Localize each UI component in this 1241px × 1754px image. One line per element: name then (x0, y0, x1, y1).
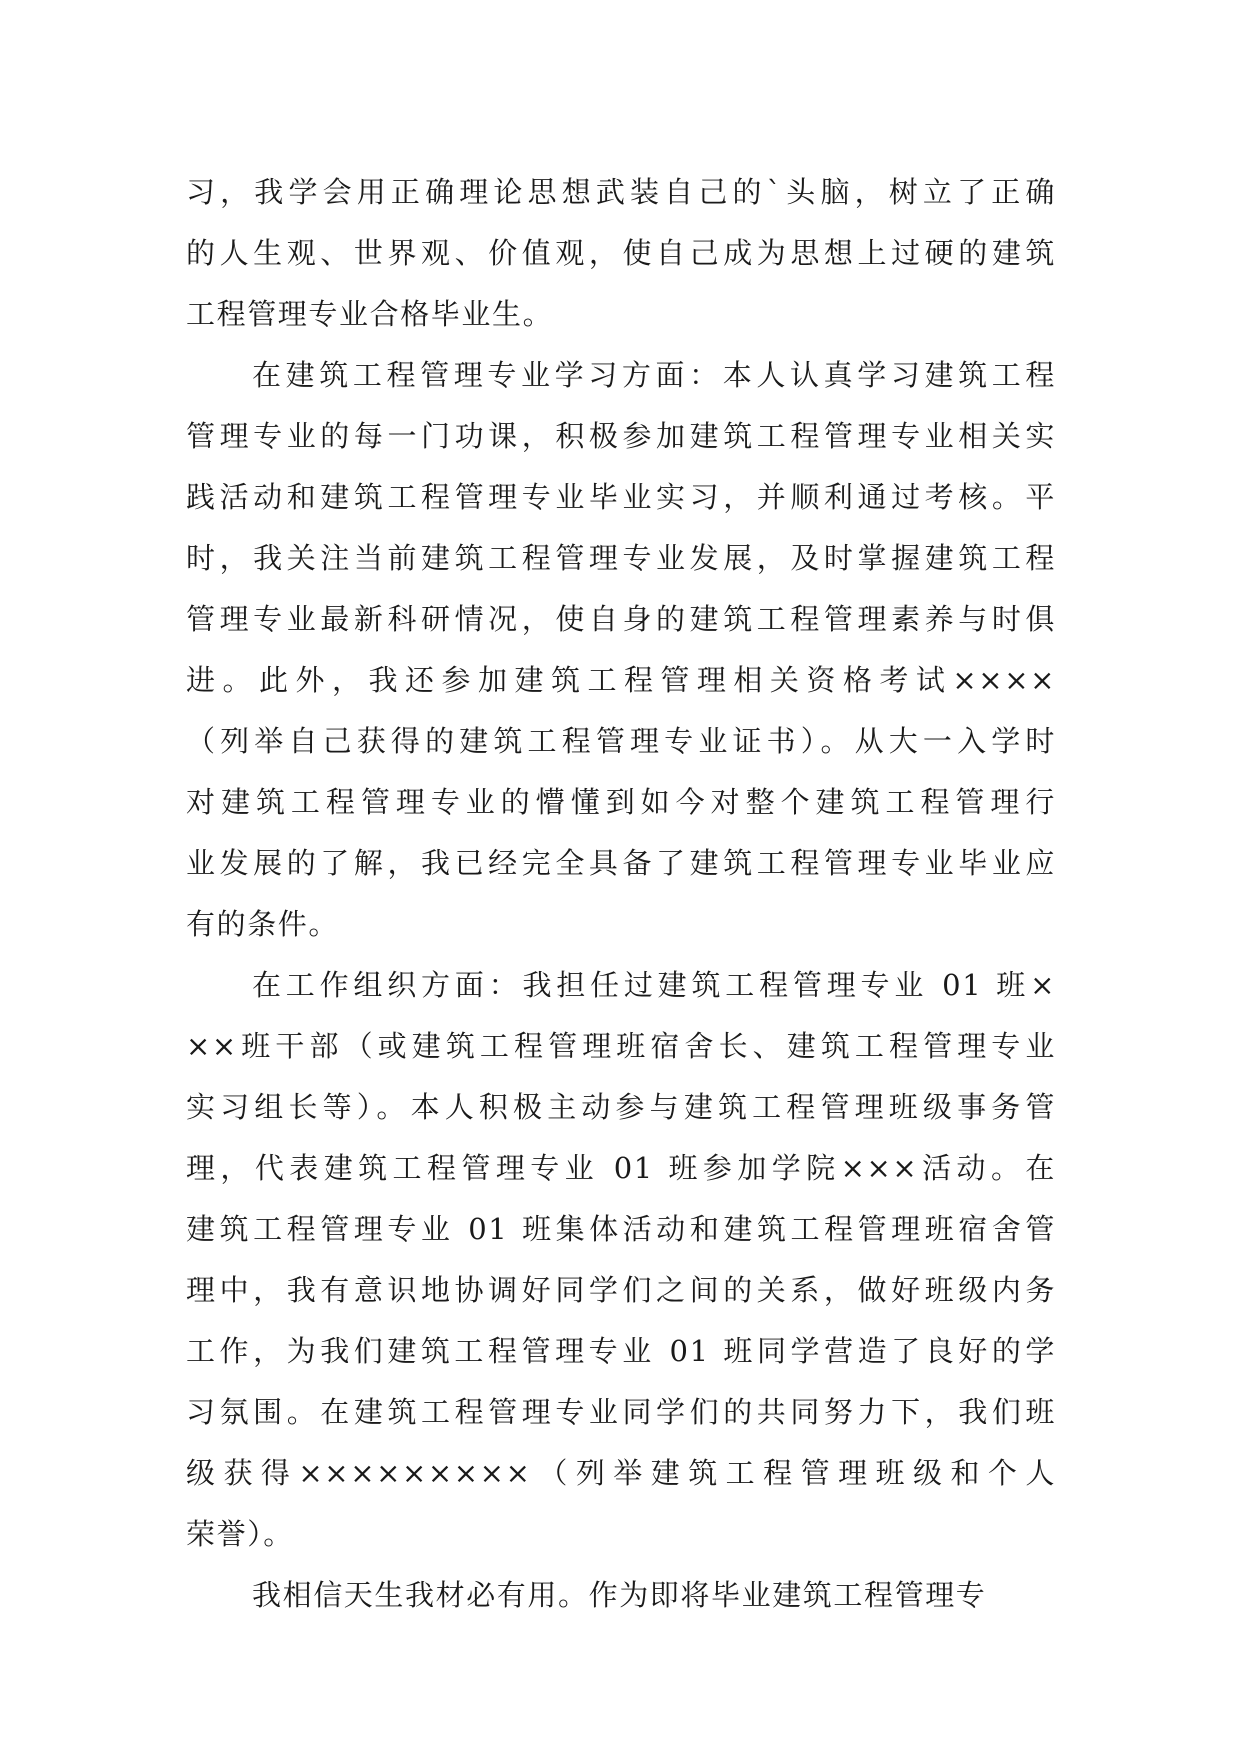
text-line: 理，代表建筑工程管理专业 01 班参加学院×××活动。在 (186, 1151, 1056, 1185)
text-line: 业发展的了解，我已经完全具备了建筑工程管理专业毕业应 (186, 846, 1056, 880)
text-line: 工程管理专业合格毕业生。 (186, 297, 554, 331)
text-line: 管理专业的每一门功课，积极参加建筑工程管理专业相关实 (186, 419, 1056, 453)
text-line: 习，我学会用正确理论思想武装自己的`头脑，树立了正确 (186, 175, 1056, 209)
document-body (186, 162, 1056, 1626)
text-line: ××班干部（或建筑工程管理班宿舍长、建筑工程管理专业 (186, 1029, 1056, 1063)
text-line: 的人生观、世界观、价值观，使自己成为思想上过硬的建筑 (186, 236, 1056, 270)
paragraph-work (186, 955, 1056, 1565)
text-line: 进。此外，我还参加建筑工程管理相关资格考试×××× (186, 663, 1056, 697)
text-line: 级获得×××××××××（列举建筑工程管理班级和个人 (186, 1456, 1056, 1490)
text-line: 理中，我有意识地协调好同学们之间的关系，做好班级内务 (186, 1273, 1056, 1307)
paragraph-closing (186, 1565, 1056, 1626)
text-line: 管理专业最新科研情况，使自身的建筑工程管理素养与时俱 (186, 602, 1056, 636)
text-line: 实习组长等）。本人积极主动参与建筑工程管理班级事务管 (186, 1090, 1056, 1124)
text-line: 我相信天生我材必有用。作为即将毕业建筑工程管理专 (252, 1578, 987, 1612)
text-line: 在建筑工程管理专业学习方面：本人认真学习建筑工程 (252, 358, 1056, 392)
text-line: 习氛围。在建筑工程管理专业同学们的共同努力下，我们班 (186, 1395, 1056, 1429)
paragraph-continuation (186, 162, 1056, 345)
text-line: 在工作组织方面：我担任过建筑工程管理专业 01 班× (252, 968, 1056, 1002)
text-line: 对建筑工程管理专业的懵懂到如今对整个建筑工程管理行 (186, 785, 1056, 819)
text-line: 时，我关注当前建筑工程管理专业发展，及时掌握建筑工程 (186, 541, 1056, 575)
text-line: （列举自己获得的建筑工程管理专业证书）。从大一入学时 (186, 724, 1056, 758)
paragraph-study (186, 345, 1056, 955)
text-line: 践活动和建筑工程管理专业毕业实习，并顺利通过考核。平 (186, 480, 1056, 514)
text-line: 有的条件。 (186, 907, 340, 941)
text-line: 工作，为我们建筑工程管理专业 01 班同学营造了良好的学 (186, 1334, 1056, 1368)
text-line: 建筑工程管理专业 01 班集体活动和建筑工程管理班宿舍管 (186, 1212, 1056, 1246)
text-line: 荣誉）。 (186, 1517, 294, 1551)
